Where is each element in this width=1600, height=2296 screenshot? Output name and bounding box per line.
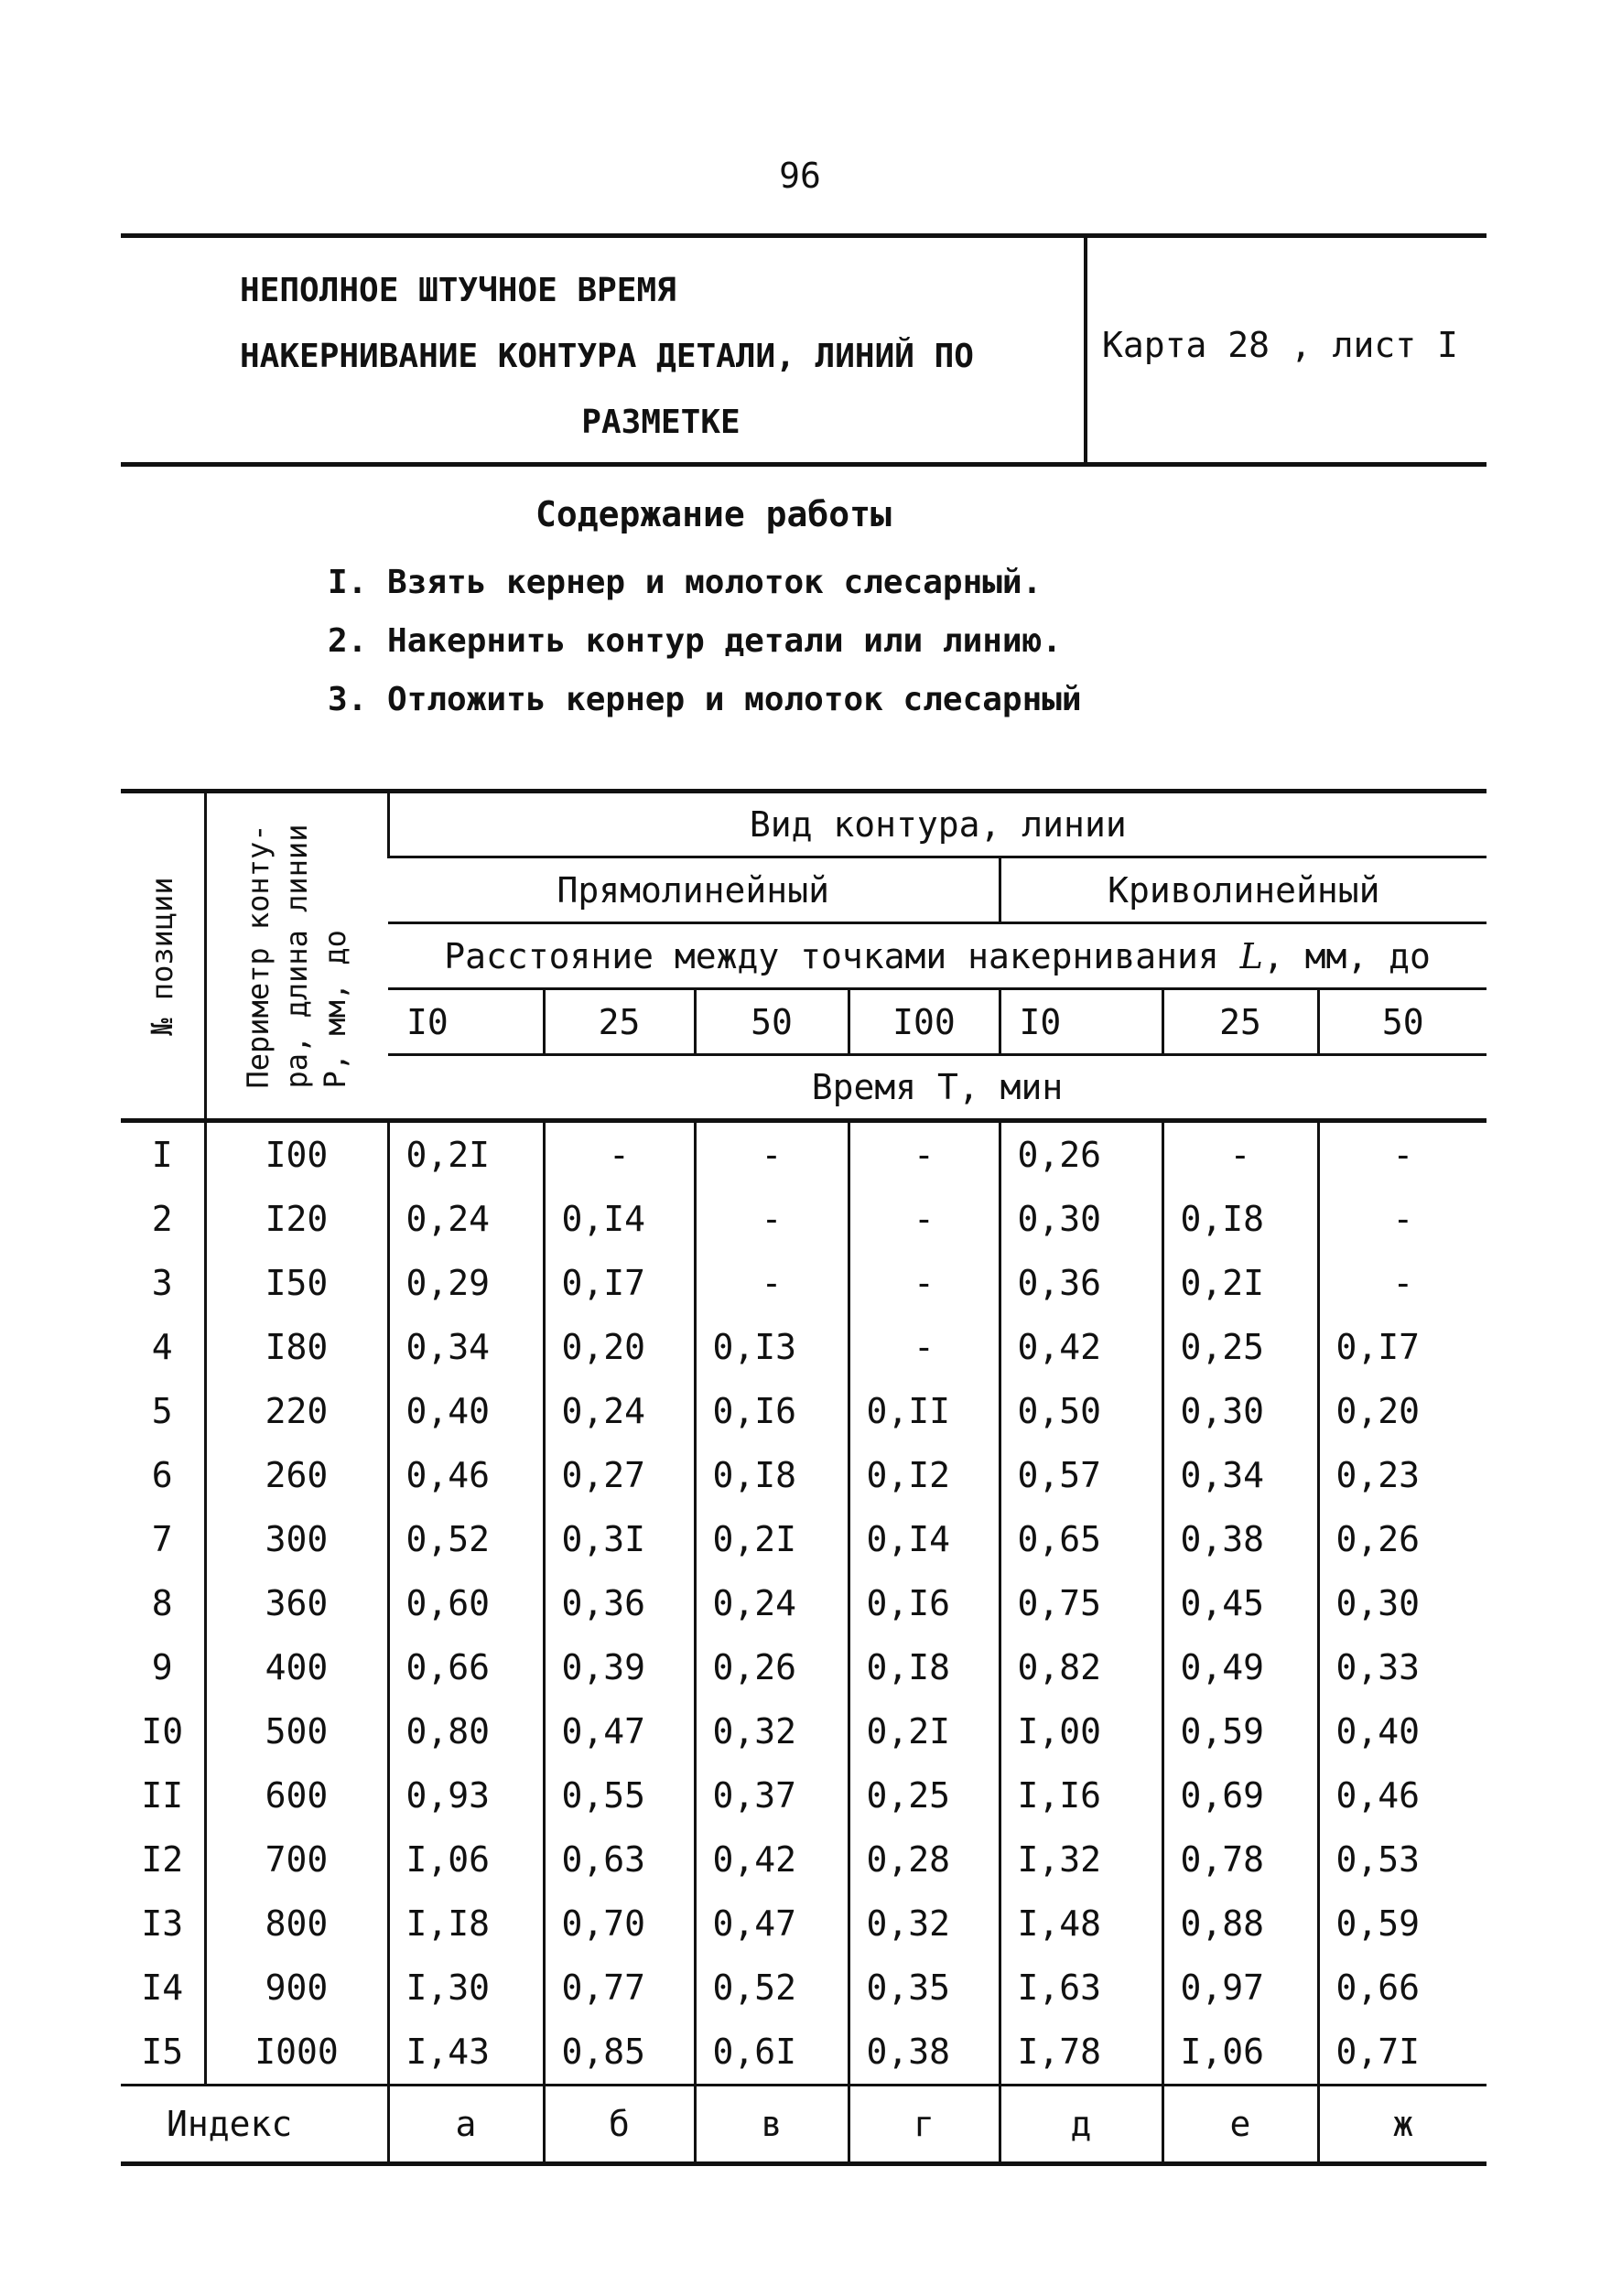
time-value-cell: I,30: [388, 1956, 544, 2020]
time-value-cell: I,00: [1000, 1699, 1162, 1763]
title-line-2: НАКЕРНИВАНИЕ КОНТУРА ДЕТАЛИ, ЛИНИЙ ПО: [240, 338, 974, 375]
time-value-cell: I,78: [1000, 2020, 1162, 2086]
index-row: [121, 2086, 1486, 2164]
time-value-cell: 0,57: [1000, 1443, 1162, 1507]
card-sheet-label: Карта 28 , лист I: [1102, 325, 1458, 365]
position-cell: 2: [151, 1199, 173, 1239]
title-line-1: НЕПОЛНОЕ ШТУЧНОЕ ВРЕМЯ: [240, 272, 676, 309]
position-cell: 7: [151, 1519, 173, 1559]
time-value-cell: 0,82: [1000, 1635, 1162, 1699]
time-value-cell: -: [1318, 1251, 1486, 1315]
perimeter-cell: 400: [205, 1635, 388, 1699]
time-value-cell: 0,97: [1162, 1956, 1318, 2020]
time-value-cell: 0,23: [1318, 1443, 1486, 1507]
time-value-cell: 0,I4: [849, 1507, 1000, 1571]
time-value-cell: 0,3I: [544, 1507, 695, 1571]
time-value-cell: 0,30: [1318, 1571, 1486, 1635]
time-value-cell: 0,52: [695, 1956, 849, 2020]
header-divider: [1084, 238, 1087, 462]
work-step: 2. Накернить контур детали или линию.: [328, 622, 1062, 660]
index-cell: а: [388, 2086, 544, 2164]
position-cell: I5: [141, 2032, 184, 2072]
time-value-cell: 0,65: [1000, 1507, 1162, 1571]
time-value-cell: 0,35: [849, 1956, 1000, 2020]
distance-cell: I0: [388, 989, 544, 1055]
table-row: [121, 2020, 1486, 2086]
time-value-cell: 0,66: [1318, 1956, 1486, 2020]
work-step: 3. Отложить кернер и молоток слесарный: [328, 681, 1082, 718]
time-value-cell: 0,I8: [849, 1635, 1000, 1699]
header-block: [121, 233, 1486, 467]
time-value-cell: -: [849, 1187, 1000, 1251]
distance-cell: 50: [695, 989, 849, 1055]
time-value-cell: 0,I6: [849, 1571, 1000, 1635]
time-value-cell: 0,I2: [849, 1443, 1000, 1507]
perimeter-cell: 500: [205, 1699, 388, 1763]
index-cell: в: [695, 2086, 849, 2164]
time-value-cell: 0,40: [1318, 1699, 1486, 1763]
position-cell: 9: [151, 1647, 173, 1687]
time-value-cell: 0,37: [695, 1763, 849, 1827]
time-value-cell: I,32: [1000, 1827, 1162, 1892]
table-row: [121, 1571, 1486, 1635]
time-value-cell: 0,6I: [695, 2020, 849, 2086]
index-cell: е: [1162, 2086, 1318, 2164]
time-value-cell: 0,46: [388, 1443, 544, 1507]
subgroup-straight: Прямолинейный: [388, 857, 1000, 923]
time-value-cell: I,I8: [388, 1892, 544, 1956]
time-value-cell: 0,38: [1162, 1507, 1318, 1571]
perimeter-cell: 800: [205, 1892, 388, 1956]
time-value-cell: 0,59: [1318, 1892, 1486, 1956]
time-value-cell: 0,80: [388, 1699, 544, 1763]
time-value-cell: 0,77: [544, 1956, 695, 2020]
index-cell: ж: [1318, 2086, 1486, 2164]
index-label: Индекс: [121, 2086, 388, 2164]
time-value-cell: 0,93: [388, 1763, 544, 1827]
time-value-cell: 0,47: [544, 1699, 695, 1763]
time-value-cell: 0,36: [544, 1571, 695, 1635]
time-value-cell: 0,38: [849, 2020, 1000, 2086]
time-value-cell: 0,2I: [695, 1507, 849, 1571]
time-value-cell: 0,32: [695, 1699, 849, 1763]
title-line-3: РАЗМЕТКЕ: [581, 404, 741, 441]
time-value-cell: 0,24: [388, 1187, 544, 1251]
time-value-cell: 0,I8: [1162, 1187, 1318, 1251]
position-cell: I4: [141, 1967, 184, 2008]
content-title: Содержание работы: [535, 494, 892, 534]
position-cell: I0: [141, 1711, 184, 1752]
time-value-cell: 0,55: [544, 1763, 695, 1827]
time-value-cell: I,43: [388, 2020, 544, 2086]
time-value-cell: I,I6: [1000, 1763, 1162, 1827]
perimeter-cell: 600: [205, 1763, 388, 1827]
position-cell: 6: [151, 1455, 173, 1495]
time-value-cell: I,63: [1000, 1956, 1162, 2020]
time-value-cell: 0,26: [695, 1635, 849, 1699]
col-header-perimeter: [205, 792, 388, 1121]
time-norms-table: [121, 789, 1486, 2166]
time-value-cell: 0,45: [1162, 1571, 1318, 1635]
distance-cell: 25: [1162, 989, 1318, 1055]
distance-symbol: L: [1239, 935, 1263, 976]
position-cell: 4: [151, 1327, 173, 1367]
perimeter-line-3: P, мм, до: [318, 929, 352, 1088]
position-cell: I3: [141, 1903, 184, 1944]
subgroup-curved: Криволинейный: [1000, 857, 1486, 923]
time-value-cell: 0,47: [695, 1892, 849, 1956]
table-row: [121, 1507, 1486, 1571]
time-value-cell: -: [1318, 1187, 1486, 1251]
time-value-cell: 0,85: [544, 2020, 695, 2086]
table-row: [121, 1635, 1486, 1699]
table-row: [121, 1699, 1486, 1763]
table-row: [121, 1121, 1486, 1188]
position-cell: 3: [151, 1263, 173, 1303]
col-header-position-text: № позиции: [145, 876, 180, 1036]
time-value-cell: 0,70: [544, 1892, 695, 1956]
time-value-cell: 0,49: [1162, 1635, 1318, 1699]
col-header-position: [121, 792, 205, 1121]
time-value-cell: 0,27: [544, 1443, 695, 1507]
time-value-cell: 0,40: [388, 1379, 544, 1443]
time-value-cell: 0,I6: [695, 1379, 849, 1443]
time-value-cell: -: [849, 1315, 1000, 1379]
time-value-cell: 0,I8: [695, 1443, 849, 1507]
table-row: [121, 1956, 1486, 2020]
time-value-cell: 0,69: [1162, 1763, 1318, 1827]
perimeter-cell: I50: [205, 1251, 388, 1315]
time-value-cell: 0,26: [1318, 1507, 1486, 1571]
perimeter-cell: 360: [205, 1571, 388, 1635]
time-value-cell: 0,42: [1000, 1315, 1162, 1379]
time-value-cell: 0,32: [849, 1892, 1000, 1956]
time-value-cell: 0,26: [1000, 1121, 1162, 1188]
perimeter-cell: 300: [205, 1507, 388, 1571]
position-cell: I2: [141, 1839, 184, 1880]
perimeter-cell: 700: [205, 1827, 388, 1892]
time-value-cell: 0,II: [849, 1379, 1000, 1443]
time-value-cell: 0,66: [388, 1635, 544, 1699]
time-value-cell: -: [695, 1121, 849, 1188]
time-value-cell: 0,2I: [1162, 1251, 1318, 1315]
time-value-cell: 0,7I: [1318, 2020, 1486, 2086]
time-value-cell: 0,I7: [1318, 1315, 1486, 1379]
distance-header-text: Расстояние между точками накернивания: [444, 935, 1219, 976]
position-cell: 8: [151, 1583, 173, 1623]
time-value-cell: 0,20: [1318, 1379, 1486, 1443]
distance-header: [388, 923, 1486, 989]
time-value-cell: 0,I4: [544, 1187, 695, 1251]
table-row: [121, 1827, 1486, 1892]
time-value-cell: -: [695, 1187, 849, 1251]
time-value-cell: 0,46: [1318, 1763, 1486, 1827]
group-header: Вид контура, линии: [388, 792, 1486, 857]
time-value-cell: 0,60: [388, 1571, 544, 1635]
perimeter-cell: 260: [205, 1443, 388, 1507]
time-value-cell: -: [544, 1121, 695, 1188]
time-value-cell: 0,25: [849, 1763, 1000, 1827]
time-value-cell: 0,34: [1162, 1443, 1318, 1507]
time-value-cell: -: [849, 1251, 1000, 1315]
page-number: 96: [779, 156, 821, 196]
time-value-cell: 0,25: [1162, 1315, 1318, 1379]
work-steps: [328, 554, 1082, 729]
table-row: [121, 1892, 1486, 1956]
distance-unit: , мм, до: [1262, 935, 1431, 976]
distance-cell: 50: [1318, 989, 1486, 1055]
time-value-cell: 0,28: [849, 1827, 1000, 1892]
time-value-cell: 0,20: [544, 1315, 695, 1379]
position-cell: 5: [151, 1391, 173, 1431]
time-value-cell: 0,50: [1000, 1379, 1162, 1443]
table-row: [121, 1379, 1486, 1443]
time-value-cell: 0,63: [544, 1827, 695, 1892]
time-value-cell: -: [1318, 1121, 1486, 1188]
time-value-cell: 0,29: [388, 1251, 544, 1315]
header-title: [240, 258, 1082, 456]
table-row: [121, 1763, 1486, 1827]
time-value-cell: 0,34: [388, 1315, 544, 1379]
work-step: I. Взять кернер и молоток слесарный.: [328, 564, 1043, 601]
time-value-cell: 0,59: [1162, 1699, 1318, 1763]
perimeter-cell: I80: [205, 1315, 388, 1379]
time-value-cell: 0,30: [1162, 1379, 1318, 1443]
time-value-cell: 0,30: [1000, 1187, 1162, 1251]
perimeter-cell: I00: [205, 1121, 388, 1188]
distance-cell: I00: [849, 989, 1000, 1055]
time-value-cell: 0,2I: [849, 1699, 1000, 1763]
perimeter-line-1: Периметр конту-: [241, 824, 276, 1088]
index-cell: д: [1000, 2086, 1162, 2164]
time-value-cell: 0,33: [1318, 1635, 1486, 1699]
time-value-cell: 0,75: [1000, 1571, 1162, 1635]
time-value-cell: I,06: [388, 1827, 544, 1892]
time-value-cell: 0,I7: [544, 1251, 695, 1315]
perimeter-cell: I000: [205, 2020, 388, 2086]
position-cell: I: [121, 1121, 205, 1188]
time-value-cell: 0,36: [1000, 1251, 1162, 1315]
index-cell: г: [849, 2086, 1000, 2164]
time-value-cell: I,06: [1162, 2020, 1318, 2086]
perimeter-line-2: ра, длина линии: [279, 824, 314, 1088]
perimeter-cell: 900: [205, 1956, 388, 2020]
table-row: [121, 1315, 1486, 1379]
time-header: Время T, мин: [811, 1067, 1064, 1107]
time-value-cell: 0,88: [1162, 1892, 1318, 1956]
time-value-cell: 0,2I: [388, 1121, 544, 1188]
time-value-cell: -: [695, 1251, 849, 1315]
distance-cell: 25: [544, 989, 695, 1055]
time-value-cell: 0,42: [695, 1827, 849, 1892]
time-value-cell: I,48: [1000, 1892, 1162, 1956]
position-cell: II: [141, 1775, 184, 1816]
time-value-cell: 0,39: [544, 1635, 695, 1699]
time-value-cell: 0,52: [388, 1507, 544, 1571]
time-value-cell: 0,24: [544, 1379, 695, 1443]
time-value-cell: 0,78: [1162, 1827, 1318, 1892]
time-value-cell: 0,I3: [695, 1315, 849, 1379]
time-value-cell: 0,53: [1318, 1827, 1486, 1892]
distance-cell: I0: [1000, 989, 1162, 1055]
table-row: [121, 1443, 1486, 1507]
perimeter-cell: I20: [205, 1187, 388, 1251]
time-value-cell: -: [1162, 1121, 1318, 1188]
perimeter-cell: 220: [205, 1379, 388, 1443]
time-value-cell: -: [849, 1121, 1000, 1188]
table-row: [121, 1187, 1486, 1251]
time-value-cell: 0,24: [695, 1571, 849, 1635]
table-row: [121, 1251, 1486, 1315]
index-cell: б: [544, 2086, 695, 2164]
